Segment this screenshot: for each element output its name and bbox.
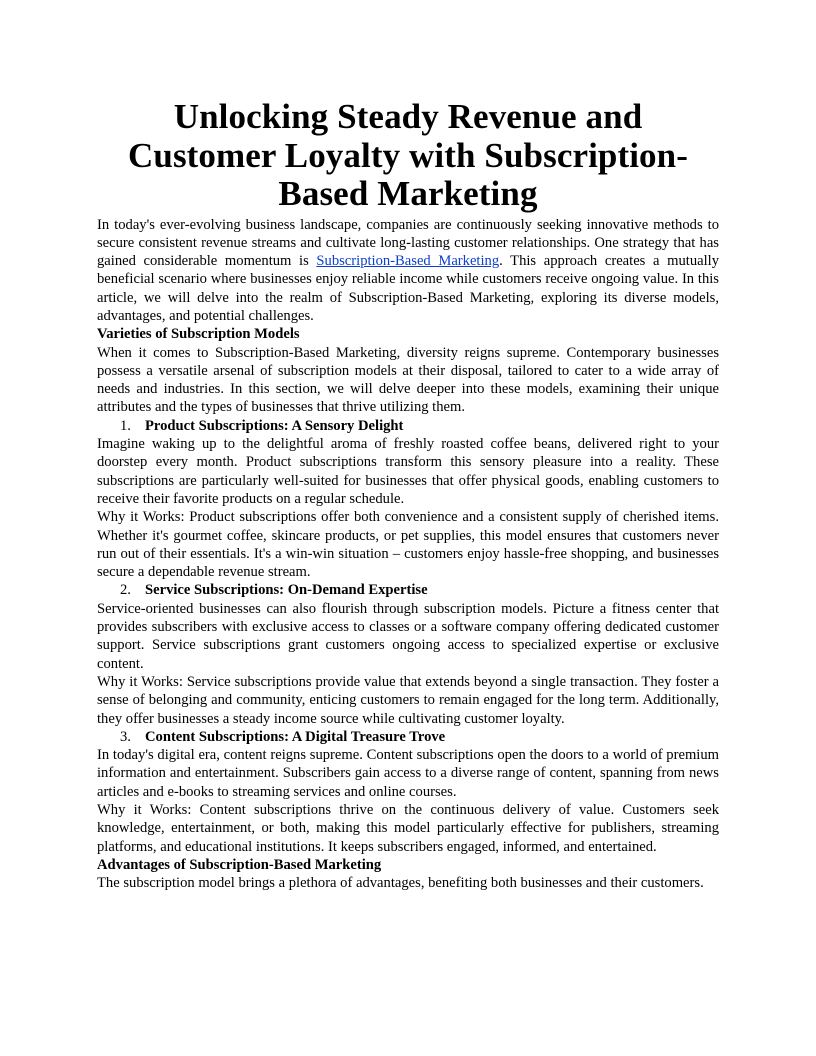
intro-text-before-link: In today's ever-evolving business landscape, companies are continuously seeking innovative methods to secure consistent revenue streams and cultivate long-lasting customer relationships. One strategy that has gained considerable momentum is — [97, 216, 719, 270]
intro-paragraph — [97, 216, 719, 326]
content-why-paragraph: Why it Works: Content subscriptions thrive on the continuous delivery of value. Customers seek knowledge, entertainment, or both, making this model particularly effective for publishers, streaming platforms, and educational institutions. It keeps subscribers engaged, informed, and entertained. — [97, 802, 719, 855]
list-number: 2. — [120, 582, 131, 599]
list-item-title: Content Subscriptions: A Digital Treasure Trove — [145, 728, 446, 745]
content-paragraph: In today's digital era, content reigns supreme. Content subscriptions open the doors to a world of premium information and entertainment. Subscribers gain access to a diverse range of content, spanning from news articles and e-books to streaming services and online courses. — [97, 747, 719, 800]
page-title: Unlocking Steady Revenue and Customer Loyalty with Subscription-Based Marketing — [128, 97, 688, 213]
service-why-paragraph: Why it Works: Service subscriptions provide value that extends beyond a single transaction. They foster a sense of belonging and community, enticing customers to remain engaged for the long term. Additionally, they offer businesses a steady income source while cultivating customer loyalty. — [97, 673, 719, 727]
section-heading-advantages: Advantages of Subscription-Based Marketing — [97, 856, 382, 873]
advantages-paragraph: The subscription model brings a plethora of advantages, benefiting both businesses and their customers. — [97, 875, 704, 892]
section-heading-varieties: Varieties of Subscription Models — [97, 326, 300, 343]
intro-text-after-link: . This approach creates a mutually beneficial scenario where businesses enjoy reliable income while customers receive ongoing value. In this article, we will delve into the realm of Subscription-Based Marketing, exploring its diverse models, advantages, and potential challenges. — [97, 253, 719, 324]
list-item-heading-content — [97, 728, 719, 746]
list-number: 3. — [120, 728, 131, 745]
list-number: 1. — [120, 417, 131, 434]
product-paragraph: Imagine waking up to the delightful aroma of freshly roasted coffee beans, delivered right to your doorstep every month. Product subscriptions transform this sensory pleasure into a reality. These subscriptions are particularly well-suited for businesses that offer physical goods, enabling customers to receive their favorite products on a regular schedule. — [97, 436, 719, 507]
document-page — [97, 98, 719, 892]
varieties-paragraph: When it comes to Subscription-Based Marketing, diversity reigns supreme. Contemporary businesses possess a versatile arsenal of subscription models at their disposal, tailored to cater to a wide array of needs and industries. In this section, we will delve deeper into these models, examining their unique attributes and the types of businesses that thrive utilizing them. — [97, 344, 719, 416]
subscription-marketing-link[interactable]: Subscription-Based Marketing — [316, 253, 500, 270]
list-item-title: Service Subscriptions: On-Demand Expertise — [145, 582, 428, 599]
list-item-heading-service — [97, 581, 719, 599]
list-item-title: Product Subscriptions: A Sensory Delight — [145, 417, 404, 434]
service-paragraph: Service-oriented businesses can also flourish through subscription models. Picture a fitness center that provides subscribers with exclusive access to classes or a software company offering dedicated customer support. Service subscriptions grant customers ongoing access to specialized expertise or exclusive content. — [97, 600, 719, 672]
product-why-paragraph: Why it Works: Product subscriptions offer both convenience and a consistent supply of cherished items. Whether it's gourmet coffee, skincare products, or pet supplies, this model ensures that customers never run out of their essentials. It's a win-win situation – customers enjoy hassle-free shopping, and businesses secure a dependable revenue stream. — [97, 509, 719, 581]
list-item-heading-product — [97, 417, 719, 435]
